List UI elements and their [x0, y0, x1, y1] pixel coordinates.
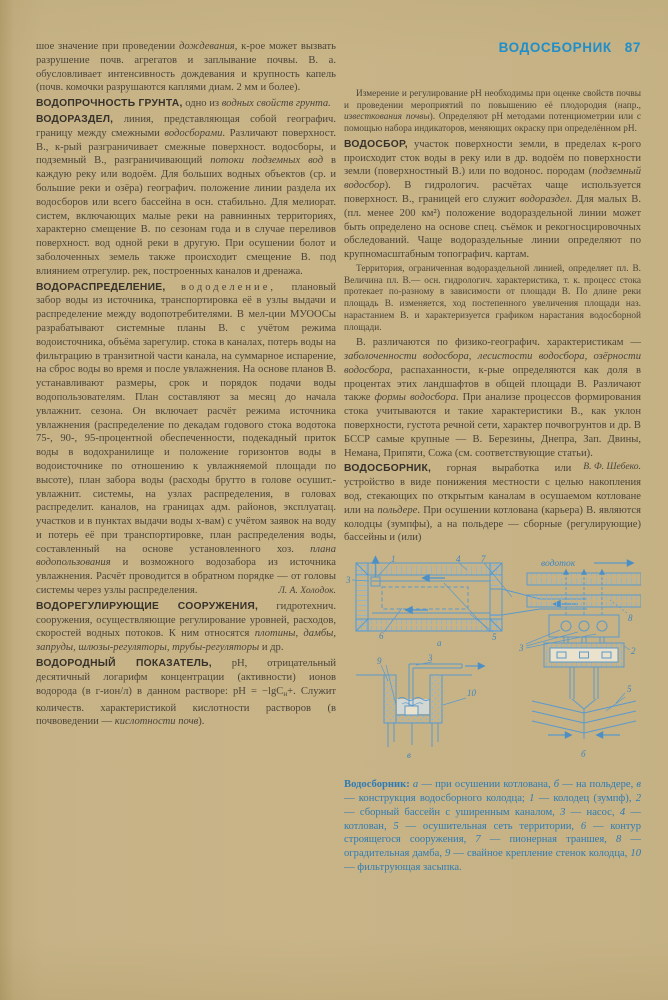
text-run: . При осушении котлована (карьера) В. являются колодцы (зумпфы), а на польдере — сборные (регулирующие) бассейны и (или)	[344, 504, 642, 544]
text-run: кислотности почв	[114, 716, 199, 728]
text-run: 6	[580, 820, 587, 832]
text-run: в каждую реку или водоём. Для больших водных объектов (ср. и большие реки и озёра) географич. положение линии раздела их водосборов или всего бассейна в осн. стабильно. Для мелиорат. систем, включающих малые реки на равнинных территориях, характерно смещение В. по сезонам года и в случае переливов поверхност. вод одной реки в другую. При осушении болот и заболоченных земель также происходит смещение В. под влиянием отрегулир. рек, построенных каналов и дренажа.	[36, 155, 336, 277]
callout-8: 8	[628, 613, 633, 624]
watercourse-label: водоток	[541, 559, 576, 570]
text-run: — пионерная траншея,	[480, 834, 617, 846]
text-run: — осушительная сеть территории,	[398, 820, 581, 832]
text-run: плотины, дамбы, запруды, шлюзы-регуляторы, трубы-регуляторы	[36, 628, 336, 654]
figure-caption	[344, 778, 641, 875]
callout-9: 9	[377, 656, 382, 667]
text-run: н	[283, 689, 288, 698]
callout-5b: 5	[627, 684, 632, 695]
vodosbornik-figure	[344, 553, 641, 772]
text-run: одно из	[182, 98, 222, 110]
text-run: шое значение при проведении	[36, 41, 179, 52]
entry-vodorazdel	[36, 113, 336, 279]
entry-term: ВОДОСБОРНИК,	[344, 463, 432, 475]
text-run: водных свойств грунта.	[221, 98, 331, 110]
text-run: 4	[619, 806, 626, 818]
text-run: гидротехнич. сооружения, осуществляющие регулирование уровней, расходов, скоростей водных потоков. К ним относятся	[36, 600, 336, 640]
sub-label-v: в	[407, 750, 411, 761]
running-head-title: ВОДОСБОРНИК	[498, 40, 612, 55]
paragraph-continuation	[36, 40, 336, 95]
text-run: . Для малых В. (пл. менее 200 км²) положение водораздельной линии может быть определено на основе спец. съёмок и рекогносцировочных обследований. Чаще водораздельные линии определяют по крупномасштабным топографич. картам.	[344, 194, 641, 261]
text-run: водосборами	[164, 127, 223, 139]
text-run: — насос,	[565, 806, 620, 818]
callout-1: 1	[391, 554, 396, 565]
entry-vodorodny-pokazatel	[36, 657, 336, 729]
text-run: линия, представляющая собой географич. границу между смежными	[36, 113, 336, 139]
text-run: в	[636, 779, 641, 791]
text-run: Измерение и регулирование pH необходимы при оценке свойств почвы и проведении мероприятий по повышению её плодородия (напр.,	[344, 89, 641, 111]
text-run	[165, 282, 181, 293]
text-run: 5	[393, 820, 399, 832]
signature: Л. А. Холодок.	[278, 585, 336, 597]
paragraph-territory-small	[344, 264, 641, 334]
text-run: — колодец (зумпф),	[534, 792, 636, 804]
text-run: — оградительная дамба,	[344, 834, 642, 860]
entry-term: ВОДОРОДНЫЙ ПОКАЗАТЕЛЬ,	[36, 658, 212, 670]
callout-3a: 3	[346, 575, 351, 586]
text-run: 7	[475, 834, 481, 846]
signature: В. Ф. Шебеко.	[583, 461, 641, 473]
text-run: ). Определяют pH методами потенциометрии или с помощью набора индикаторов, меняющих окраску при определённом pH.	[344, 112, 641, 135]
left-column	[36, 40, 336, 731]
text-run: плановый забор воды из источника, транспортировка её в узлы выдачи и распределение между водопотребителями. В мел-ции МУООСы разрабатывают системные планы В. с учётом режима водоисточника, объёма зарегулир. стока в каналах, потерь воды на фильтрацию в транзитной части канала, на суммарное испарение, на сброс воды во время и после увлажнения. На основе планов В. устанавливают размеры, срок и порядок подачи воды водопользователям. План составляют за месяц до начала увлажнит. сезона. Он включает расчёт режима источника увлажнения (распределение по декадам годового стока водотока 75-, 90-, 95-процентной обеспеченности, подекадный приток воды в водохранилище и положение горизонтов воды в водоисточнике по отношению к увлажняемой площади по высоте), план забора воды (расходы брутто в голове осушит.-увлажнит. системы, на узлах распределения, в головах распределит. каналов, на границах адм. районов, эксплуатац. участков и в пунктах выдачи воды х-вам) с учётом заявок на воду и потерь её при транспортировке, план распределения воды, составленный на основе установленного хоз.	[36, 281, 336, 555]
text-run: вододеление,	[181, 281, 277, 293]
text-run: +. Служит количеств. характеристикой кислотности растворов (в почвоведении —	[36, 685, 336, 728]
callout-3b: 3	[519, 643, 524, 654]
text-run: Водосборник:	[344, 779, 413, 791]
text-run: pH, отрицательный десятичный логарифм концентрации (активности) ионов водорода (в г-ион/л) в данном растворе: pH = −lgC	[36, 658, 336, 697]
text-run: и возможного водозабора из источника увлажнения. Расчёт проводится в обратном порядке — от головы системы через узлы распределения.	[36, 557, 336, 597]
text-run: потоки подземных вод	[210, 155, 324, 167]
text-run: заболоченности водосбора, лесистости водосбора, озёрности водосбора	[344, 351, 641, 376]
text-run: горная выработка или устройство в виде понижения местности с целью накопления вод, стекающих по открытым каналам в осушаемом котловане или на	[344, 463, 641, 516]
text-run: — сборный бассейн с уширенным каналом,	[344, 806, 561, 818]
text-run: 9	[445, 848, 451, 860]
sub-label-a: а	[437, 638, 442, 649]
text-run: ). В гидрологич. расчётах чаще используется поверхност. В., границей его служит	[344, 180, 641, 205]
entry-term: ВОДОРАЗДЕЛ,	[36, 113, 114, 125]
callout-5a: 5	[492, 632, 497, 643]
text-run: — на польдере,	[559, 779, 637, 791]
callout-2: 2	[631, 646, 636, 657]
text-run: — при осушении котлована,	[418, 779, 554, 791]
text-run: 1	[529, 792, 535, 804]
text-run: — фильтрующая засыпка.	[344, 861, 462, 873]
text-run: подземный водосбор	[344, 166, 641, 192]
callout-10: 10	[467, 688, 476, 699]
text-run: и др.	[259, 642, 284, 654]
text-run: , распаханности, к-рые определяются как доля в процентах этих ландшафтов в общей площади В. Различают также	[344, 364, 641, 404]
entry-vodoreguliruyushchie-sooruzheniya	[36, 600, 336, 655]
text-run: ).	[198, 716, 205, 728]
callout-3v: 3	[428, 653, 433, 664]
text-run: . Различают поверхност. В., к-рый разграничивает смежные поверхност. водосборы, и подземный В., разграничивающий	[36, 127, 336, 167]
text-run: к-рое может вызвать разрушение почв. агрегатов и заплывание почвы. В. а. обусловливает интенсивность дождевания и крупность капель (почв. комочки разрушаются каплями диам. 2 мм и более).	[36, 41, 336, 94]
figure-b-polder-scheme	[526, 563, 641, 739]
sub-label-b: б	[581, 749, 586, 760]
text-run: участок поверхности земли, в пределах к-рого происходит сток воды в реку или в др. водоём по поверхности земли (поверхностный В.) или по водонос. породам (	[344, 138, 641, 178]
paragraph-ph-continuation	[344, 89, 641, 136]
text-run: а	[412, 779, 419, 791]
entry-vodosbornik	[344, 462, 641, 545]
text-run: водораздел	[519, 194, 570, 205]
text-run: — свайное крепление стенок колодца,	[450, 848, 631, 860]
text-run: дождевания,	[178, 41, 238, 52]
callout-6: 6	[379, 631, 384, 642]
callout-7: 7	[481, 554, 486, 565]
text-run: — контур строящегося сооружения,	[344, 820, 641, 846]
running-head	[344, 40, 641, 55]
text-run: б	[553, 779, 560, 791]
callout-4: 4	[456, 554, 461, 565]
text-run: Территория, ограниченная водораздельной линией, определяет пл. В. Величина пл. В.— осн. гидрологич. характеристика, т. к. процесс стока протекает по-разному в зависимости от площади В. По длине реки площадь В. изменяется, ход постепенного увеличения площади наз. нарастанием В. и характеризуется графиком нарастания водосборной площади.	[344, 263, 641, 333]
text-run: — котлован,	[344, 806, 641, 832]
right-column	[344, 40, 641, 877]
text-run: 2	[635, 792, 641, 804]
text-run: польдере	[377, 504, 418, 516]
text-run: В. различаются по физико-географич. характеристикам —	[356, 337, 641, 349]
text-run: известкования почвы	[344, 112, 430, 123]
text-run: плана водопользования	[36, 543, 336, 569]
entry-vodosbor	[344, 138, 641, 262]
entry-vodoraspredelenie	[36, 281, 336, 598]
text-run: 10	[630, 848, 641, 860]
text-run: формы водосбора	[374, 392, 456, 404]
figure-drawing	[344, 553, 641, 767]
entry-term: ВОДОСБОР,	[344, 138, 408, 150]
entry-vodoprochnost-grunta	[36, 97, 336, 111]
entry-term: ВОДОРЕГУЛИРУЮЩИЕ СООРУЖЕНИЯ,	[36, 600, 259, 612]
figure-v-well-section	[356, 662, 484, 747]
text-run: — конструкция водосборного колодца;	[344, 792, 530, 804]
page-number: 87	[624, 40, 641, 55]
entry-term: ВОДОРАСПРЕДЕЛЕНИЕ,	[36, 281, 166, 293]
text-run: 3	[560, 806, 566, 818]
text-run: . При анализе процессов формирования стока учитываются и такие характеристики В., как уклон поверхности, густота речной сети, характер почвогрунтов и др. В БССР самые крупные — В. Березины, Днепра, Зап. Двины, Немана, Припяти, Сожа (см. соответствующие статьи).	[344, 392, 641, 459]
text-run: 8	[616, 834, 622, 846]
entry-term: ВОДОПРОЧНОСТЬ ГРУНТА,	[36, 98, 183, 110]
